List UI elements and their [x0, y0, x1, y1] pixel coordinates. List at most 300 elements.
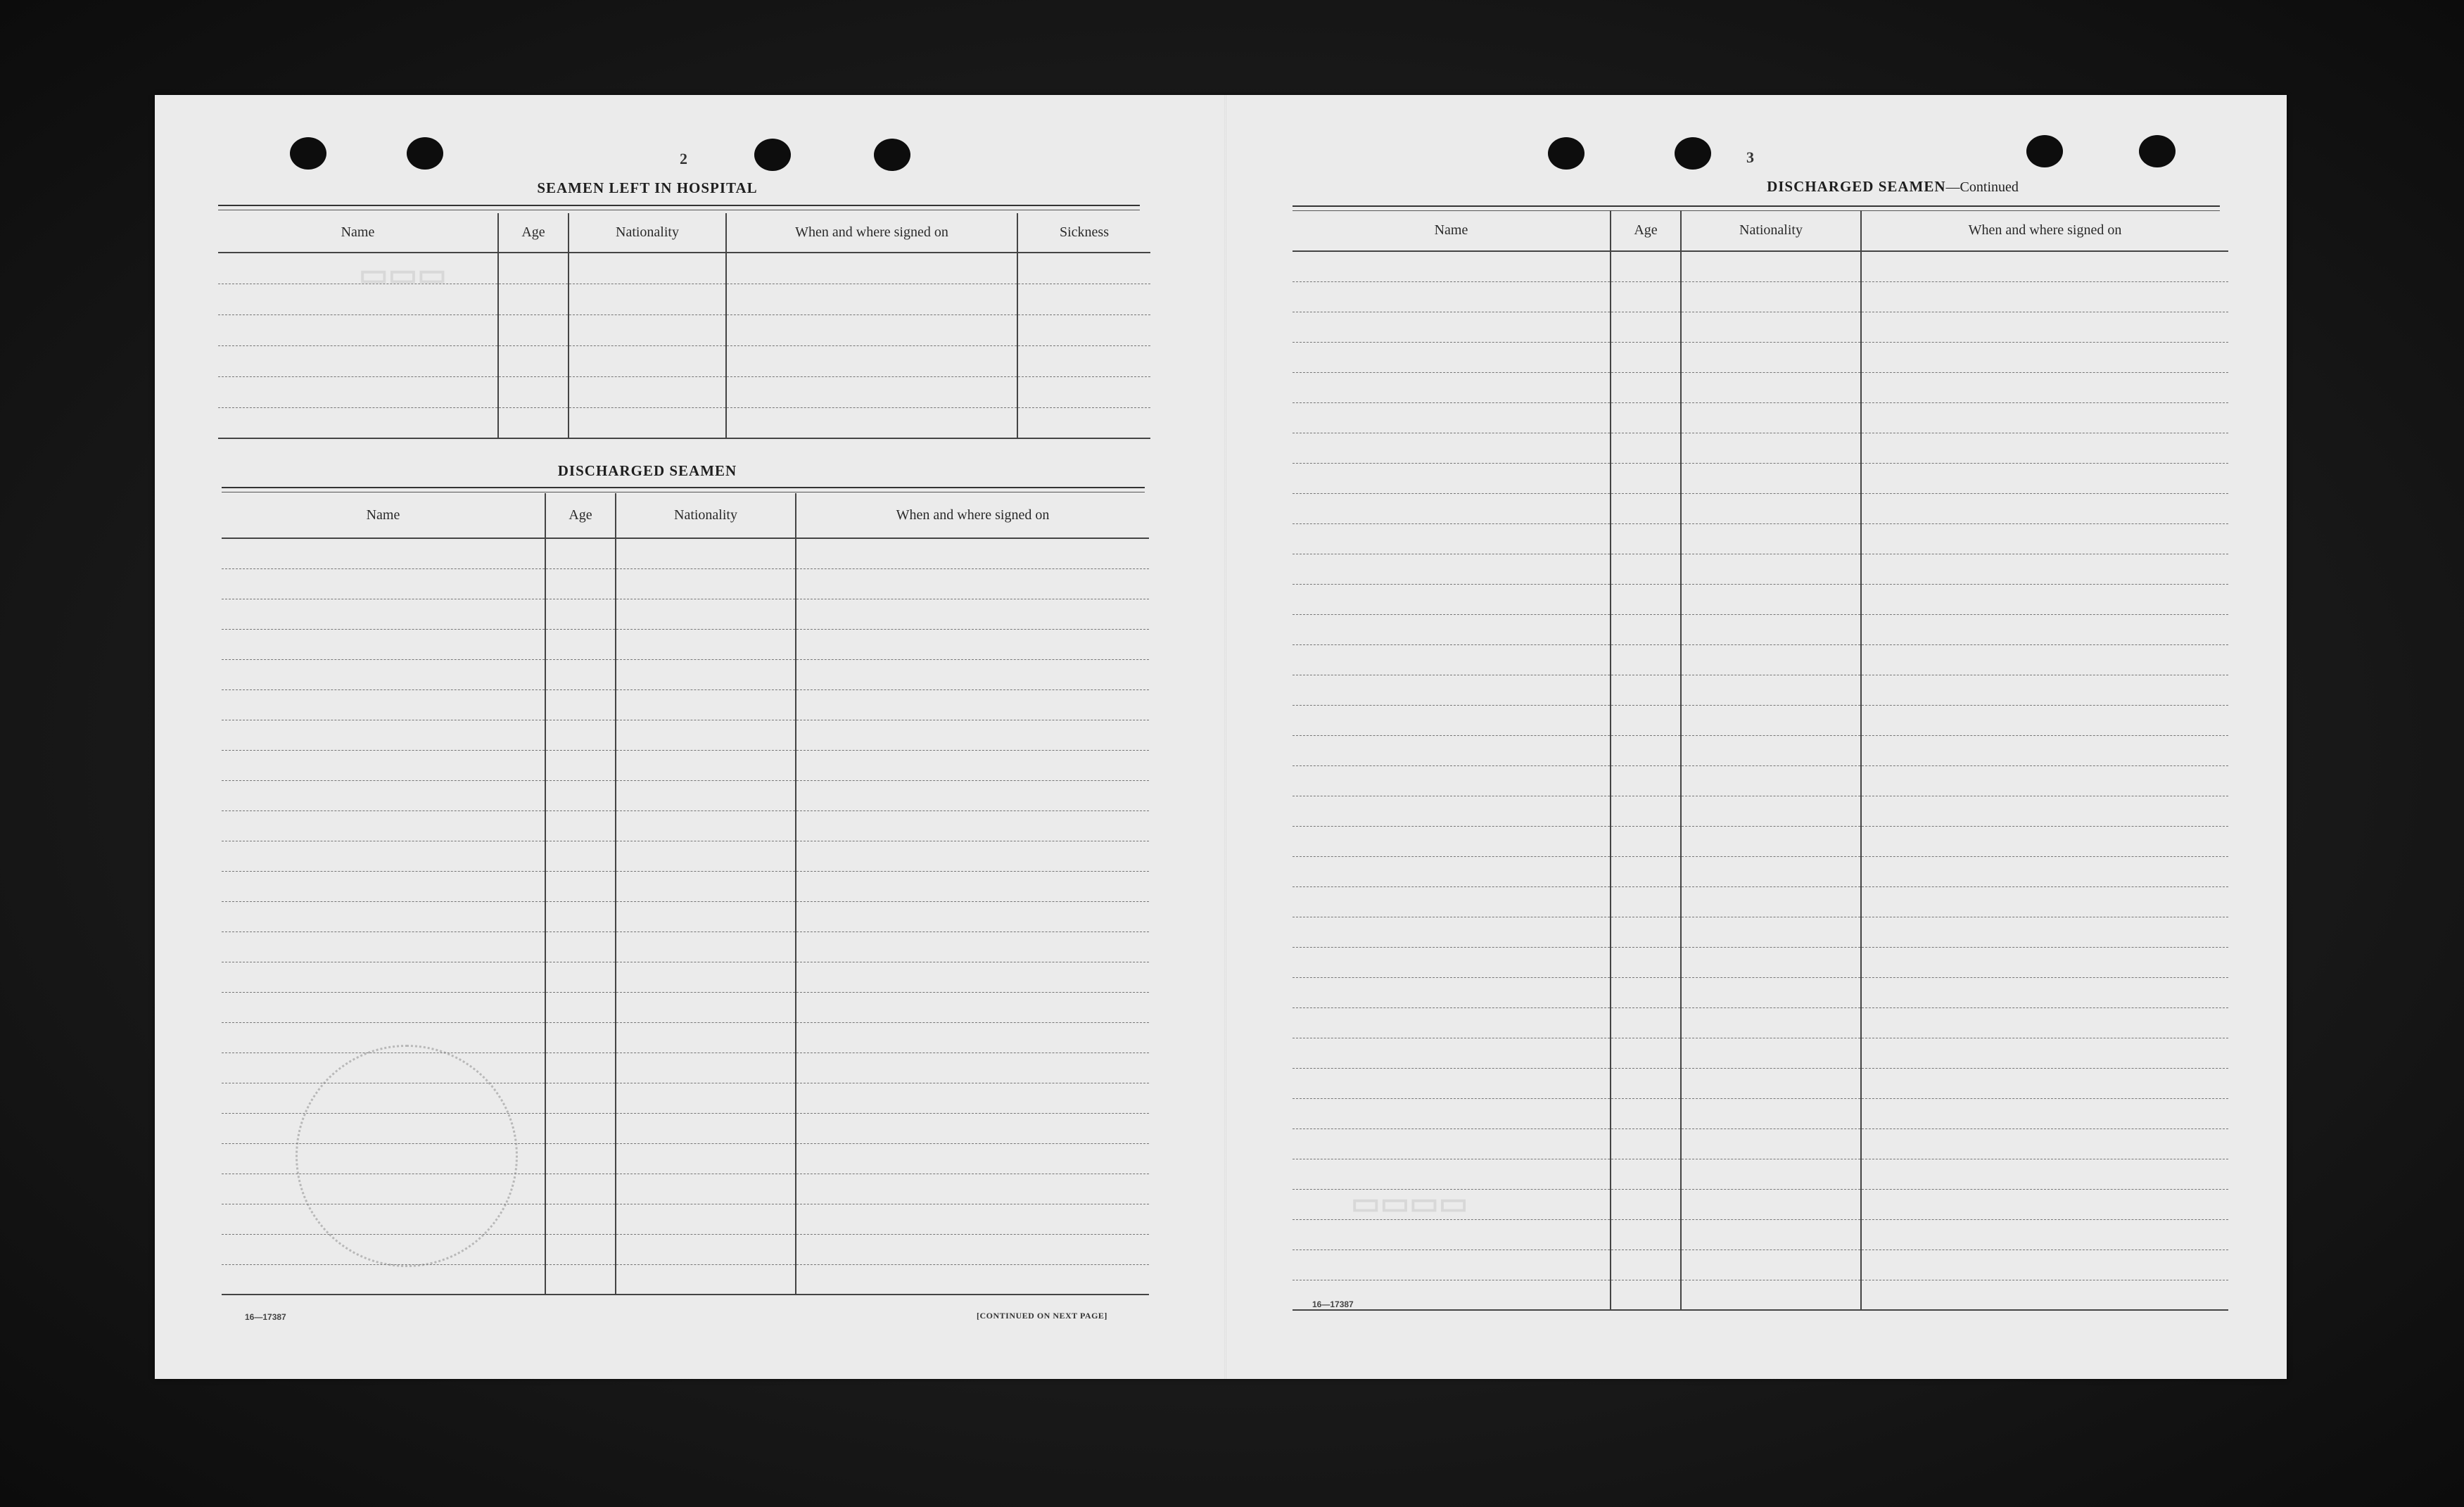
table-row	[222, 1022, 1149, 1053]
empty-cell	[1681, 947, 1861, 977]
empty-cell	[1861, 493, 2228, 523]
empty-cell	[1681, 342, 1861, 372]
form-code-left: 16—17387	[245, 1312, 286, 1322]
empty-cell	[1861, 1007, 2228, 1038]
empty-cell	[616, 1264, 796, 1295]
empty-cell	[1293, 1189, 1611, 1219]
table-row	[1293, 402, 2228, 433]
table-row	[222, 1083, 1149, 1113]
empty-cell	[498, 376, 569, 407]
empty-cell	[616, 780, 796, 810]
empty-cell	[498, 314, 569, 345]
empty-cell	[1681, 312, 1861, 342]
empty-cell	[1611, 765, 1681, 796]
empty-cell	[1861, 251, 2228, 281]
table-row	[1293, 1250, 2228, 1280]
empty-cell	[1293, 312, 1611, 342]
empty-cell	[222, 1113, 545, 1143]
table-row	[222, 810, 1149, 841]
page-fold	[1224, 95, 1226, 1379]
empty-cell	[1861, 1189, 2228, 1219]
empty-cell	[1681, 917, 1861, 947]
empty-cell	[616, 659, 796, 689]
empty-cell	[1293, 614, 1611, 644]
empty-cell	[545, 720, 616, 750]
table-row	[222, 1204, 1149, 1234]
empty-cell	[796, 629, 1149, 659]
empty-cell	[796, 901, 1149, 931]
empty-cell	[222, 689, 545, 720]
empty-cell	[1611, 584, 1681, 614]
empty-cell	[1861, 1280, 2228, 1310]
punch-hole	[2026, 135, 2063, 167]
empty-cell	[1611, 796, 1681, 826]
empty-cell	[1293, 342, 1611, 372]
empty-cell	[1293, 372, 1611, 402]
empty-cell	[1681, 675, 1861, 705]
empty-cell	[1611, 1219, 1681, 1250]
table-row	[1293, 1038, 2228, 1068]
table-row	[1293, 554, 2228, 584]
empty-cell	[222, 1234, 545, 1264]
empty-cell	[616, 1204, 796, 1234]
empty-cell	[1611, 312, 1681, 342]
empty-cell	[222, 780, 545, 810]
table-row	[1293, 826, 2228, 856]
table-row	[218, 376, 1150, 407]
empty-cell	[616, 901, 796, 931]
table-row	[222, 750, 1149, 780]
empty-cell	[1861, 312, 2228, 342]
empty-cell	[1861, 1250, 2228, 1280]
empty-cell	[222, 1022, 545, 1053]
table-row	[1293, 251, 2228, 281]
empty-cell	[1861, 917, 2228, 947]
empty-cell	[796, 1083, 1149, 1113]
empty-cell	[1861, 644, 2228, 675]
empty-cell	[616, 1083, 796, 1113]
table-row	[222, 689, 1149, 720]
empty-cell	[222, 1053, 545, 1083]
table-row	[222, 992, 1149, 1022]
empty-cell	[218, 284, 498, 314]
empty-cell	[1611, 1098, 1681, 1128]
page-number-right: 3	[1746, 148, 1754, 166]
empty-cell	[222, 1264, 545, 1295]
empty-cell	[1861, 433, 2228, 463]
table-row	[222, 871, 1149, 901]
table-row	[222, 962, 1149, 992]
empty-cell	[1681, 1038, 1861, 1068]
empty-cell	[222, 629, 545, 659]
empty-cell	[1611, 1159, 1681, 1189]
empty-cell	[796, 659, 1149, 689]
empty-cell	[545, 1022, 616, 1053]
table-row	[1293, 614, 2228, 644]
empty-cell	[1681, 584, 1861, 614]
empty-cell	[616, 689, 796, 720]
table-row	[1293, 463, 2228, 493]
table-row	[218, 314, 1150, 345]
empty-cell	[218, 407, 498, 438]
empty-cell	[1293, 826, 1611, 856]
empty-cell	[222, 1083, 545, 1113]
empty-cell	[1293, 1068, 1611, 1098]
empty-cell	[1681, 735, 1861, 765]
empty-cell	[1611, 735, 1681, 765]
empty-cell	[1611, 917, 1681, 947]
empty-cell	[1611, 523, 1681, 554]
empty-cell	[1681, 765, 1861, 796]
empty-cell	[1861, 765, 2228, 796]
empty-cell	[1611, 826, 1681, 856]
empty-cell	[1861, 1068, 2228, 1098]
table-row	[1293, 977, 2228, 1007]
empty-cell	[616, 810, 796, 841]
empty-cell	[222, 1204, 545, 1234]
empty-cell	[1861, 342, 2228, 372]
empty-cell	[1861, 614, 2228, 644]
empty-cell	[1611, 463, 1681, 493]
empty-cell	[1861, 796, 2228, 826]
empty-cell	[1681, 644, 1861, 675]
empty-cell	[1681, 523, 1861, 554]
empty-cell	[1681, 554, 1861, 584]
empty-cell	[616, 720, 796, 750]
empty-cell	[796, 1113, 1149, 1143]
continued-note: [CONTINUED ON NEXT PAGE]	[977, 1311, 1107, 1321]
empty-cell	[1681, 402, 1861, 433]
header-signed-on: When and where signed on	[1861, 210, 2228, 251]
empty-cell	[1293, 856, 1611, 886]
empty-cell	[1293, 977, 1611, 1007]
empty-cell	[1293, 1159, 1611, 1189]
empty-cell	[1861, 402, 2228, 433]
empty-cell	[1293, 1128, 1611, 1159]
empty-cell	[222, 720, 545, 750]
empty-cell	[726, 314, 1017, 345]
empty-cell	[796, 1234, 1149, 1264]
empty-cell	[796, 1264, 1149, 1295]
table-row	[222, 841, 1149, 871]
table-row	[1293, 705, 2228, 735]
discharged-rows	[222, 538, 1149, 1295]
empty-cell	[218, 376, 498, 407]
empty-cell	[545, 810, 616, 841]
empty-cell	[545, 1053, 616, 1083]
empty-cell	[545, 1083, 616, 1113]
table-row	[1293, 1159, 2228, 1189]
table-row	[222, 780, 1149, 810]
empty-cell	[1861, 886, 2228, 917]
empty-cell	[1611, 342, 1681, 372]
empty-cell	[726, 284, 1017, 314]
empty-cell	[796, 962, 1149, 992]
empty-cell	[1861, 584, 2228, 614]
empty-cell	[1293, 463, 1611, 493]
empty-cell	[1681, 856, 1861, 886]
empty-cell	[1681, 433, 1861, 463]
empty-cell	[545, 659, 616, 689]
table-row	[1293, 1068, 2228, 1098]
empty-cell	[1681, 372, 1861, 402]
table-row	[1293, 765, 2228, 796]
empty-cell	[1861, 977, 2228, 1007]
continued-header-row	[1293, 210, 2228, 251]
bleed-through-mark: ▭▭▭▭	[1351, 1186, 1468, 1221]
discharged-table	[222, 493, 1149, 1295]
empty-cell	[796, 1143, 1149, 1174]
empty-cell	[1681, 705, 1861, 735]
empty-cell	[1611, 675, 1681, 705]
empty-cell	[1293, 402, 1611, 433]
header-name: Name	[1293, 210, 1611, 251]
table-row	[222, 629, 1149, 659]
empty-cell	[1681, 1098, 1861, 1128]
table-row	[1293, 886, 2228, 917]
table-row	[1293, 372, 2228, 402]
empty-cell	[1293, 281, 1611, 312]
empty-cell	[616, 992, 796, 1022]
empty-cell	[1293, 523, 1611, 554]
empty-cell	[616, 750, 796, 780]
empty-cell	[1681, 614, 1861, 644]
empty-cell	[616, 871, 796, 901]
empty-cell	[1861, 1219, 2228, 1250]
header-age: Age	[498, 213, 569, 253]
empty-cell	[1861, 372, 2228, 402]
discharged-continued-table	[1293, 210, 2228, 1311]
empty-cell	[545, 780, 616, 810]
empty-cell	[726, 253, 1017, 284]
table-row	[1293, 644, 2228, 675]
empty-cell	[1681, 1280, 1861, 1310]
empty-cell	[796, 841, 1149, 871]
empty-cell	[218, 253, 498, 284]
empty-cell	[1861, 463, 2228, 493]
table-row	[1293, 1128, 2228, 1159]
empty-cell	[545, 841, 616, 871]
empty-cell	[726, 407, 1017, 438]
empty-cell	[498, 407, 569, 438]
table-row	[222, 538, 1149, 568]
discharged-section-title: DISCHARGED SEAMEN	[557, 462, 737, 479]
header-signed-on: When and where signed on	[796, 493, 1149, 538]
empty-cell	[1017, 345, 1150, 376]
empty-cell	[1861, 856, 2228, 886]
empty-cell	[569, 284, 726, 314]
punch-hole	[290, 137, 326, 170]
empty-cell	[1861, 675, 2228, 705]
ledger-sheet	[155, 95, 2287, 1379]
empty-cell	[616, 538, 796, 568]
empty-cell	[796, 689, 1149, 720]
table-row	[222, 1264, 1149, 1295]
empty-cell	[796, 538, 1149, 568]
punch-hole	[1675, 137, 1711, 170]
empty-cell	[1861, 735, 2228, 765]
empty-cell	[796, 810, 1149, 841]
empty-cell	[1681, 826, 1861, 856]
table-row	[222, 1113, 1149, 1143]
empty-cell	[545, 992, 616, 1022]
empty-cell	[1611, 1280, 1681, 1310]
empty-cell	[616, 931, 796, 962]
empty-cell	[1611, 614, 1681, 644]
empty-cell	[796, 931, 1149, 962]
empty-cell	[1681, 251, 1861, 281]
punch-hole	[874, 139, 910, 171]
punch-hole	[754, 139, 791, 171]
empty-cell	[1017, 253, 1150, 284]
empty-cell	[1611, 886, 1681, 917]
empty-cell	[1017, 407, 1150, 438]
header-age: Age	[1611, 210, 1681, 251]
empty-cell	[222, 901, 545, 931]
table-row	[218, 284, 1150, 314]
empty-cell	[1861, 705, 2228, 735]
empty-cell	[222, 568, 545, 599]
punch-hole	[407, 137, 443, 170]
table-row	[222, 599, 1149, 629]
empty-cell	[1293, 917, 1611, 947]
empty-cell	[498, 253, 569, 284]
table-row	[222, 1234, 1149, 1264]
empty-cell	[726, 376, 1017, 407]
empty-cell	[1611, 856, 1681, 886]
table-row	[1293, 312, 2228, 342]
empty-cell	[1861, 947, 2228, 977]
empty-cell	[726, 345, 1017, 376]
empty-cell	[545, 1113, 616, 1143]
header-age: Age	[545, 493, 616, 538]
table-row	[218, 407, 1150, 438]
empty-cell	[1293, 796, 1611, 826]
empty-cell	[218, 314, 498, 345]
empty-cell	[1861, 1159, 2228, 1189]
empty-cell	[545, 750, 616, 780]
empty-cell	[1611, 947, 1681, 977]
empty-cell	[1611, 1038, 1681, 1068]
empty-cell	[1293, 886, 1611, 917]
empty-cell	[1611, 1189, 1681, 1219]
empty-cell	[616, 599, 796, 629]
empty-cell	[1293, 1219, 1611, 1250]
table-row	[1293, 1007, 2228, 1038]
empty-cell	[616, 1022, 796, 1053]
header-sickness: Sickness	[1017, 213, 1150, 253]
empty-cell	[1017, 314, 1150, 345]
empty-cell	[616, 629, 796, 659]
empty-cell	[1293, 1038, 1611, 1068]
empty-cell	[1293, 705, 1611, 735]
hospital-top-rule	[218, 205, 1140, 210]
empty-cell	[222, 750, 545, 780]
empty-cell	[1611, 1068, 1681, 1098]
empty-cell	[218, 345, 498, 376]
empty-cell	[222, 931, 545, 962]
empty-cell	[796, 1022, 1149, 1053]
header-name: Name	[218, 213, 498, 253]
empty-cell	[1293, 1007, 1611, 1038]
empty-cell	[1861, 281, 2228, 312]
empty-cell	[1293, 1250, 1611, 1280]
header-nationality: Nationality	[569, 213, 726, 253]
empty-cell	[1611, 1007, 1681, 1038]
empty-cell	[796, 1174, 1149, 1204]
table-row	[1293, 281, 2228, 312]
empty-cell	[1681, 493, 1861, 523]
empty-cell	[616, 1053, 796, 1083]
empty-cell	[545, 1143, 616, 1174]
hospital-table	[218, 213, 1150, 439]
empty-cell	[545, 901, 616, 931]
empty-cell	[1681, 796, 1861, 826]
table-row	[218, 345, 1150, 376]
table-row	[1293, 675, 2228, 705]
empty-cell	[796, 599, 1149, 629]
empty-cell	[545, 1264, 616, 1295]
empty-cell	[545, 568, 616, 599]
empty-cell	[545, 871, 616, 901]
discharged-continued-title-main: DISCHARGED SEAMEN	[1767, 178, 1946, 195]
empty-cell	[1293, 251, 1611, 281]
empty-cell	[1611, 402, 1681, 433]
empty-cell	[222, 1143, 545, 1174]
empty-cell	[569, 407, 726, 438]
empty-cell	[545, 1204, 616, 1234]
empty-cell	[1681, 1068, 1861, 1098]
table-row	[1293, 947, 2228, 977]
table-row	[1293, 735, 2228, 765]
empty-cell	[545, 599, 616, 629]
empty-cell	[1293, 1098, 1611, 1128]
empty-cell	[569, 345, 726, 376]
empty-cell	[545, 1174, 616, 1204]
discharged-header-row	[222, 493, 1149, 538]
empty-cell	[796, 992, 1149, 1022]
table-row	[1293, 1280, 2228, 1310]
empty-cell	[1681, 977, 1861, 1007]
empty-cell	[1681, 1159, 1861, 1189]
empty-cell	[616, 1143, 796, 1174]
empty-cell	[1861, 523, 2228, 554]
punch-hole	[1548, 137, 1585, 170]
empty-cell	[796, 780, 1149, 810]
empty-cell	[616, 841, 796, 871]
table-row	[1293, 493, 2228, 523]
table-row	[222, 1053, 1149, 1083]
empty-cell	[545, 538, 616, 568]
discharged-top-rule	[222, 487, 1145, 492]
page-number-left: 2	[680, 150, 687, 167]
discharged-continued-rows	[1293, 251, 2228, 1310]
empty-cell	[545, 962, 616, 992]
empty-cell	[1861, 826, 2228, 856]
empty-cell	[569, 376, 726, 407]
hospital-header-row	[218, 213, 1150, 253]
table-row	[1293, 1219, 2228, 1250]
empty-cell	[1611, 372, 1681, 402]
empty-cell	[222, 992, 545, 1022]
empty-cell	[616, 1234, 796, 1264]
table-row	[1293, 856, 2228, 886]
bleed-through-mark: ▭▭▭	[359, 257, 447, 292]
empty-cell	[222, 538, 545, 568]
empty-cell	[616, 1113, 796, 1143]
empty-cell	[1293, 554, 1611, 584]
punch-hole	[2139, 135, 2176, 167]
